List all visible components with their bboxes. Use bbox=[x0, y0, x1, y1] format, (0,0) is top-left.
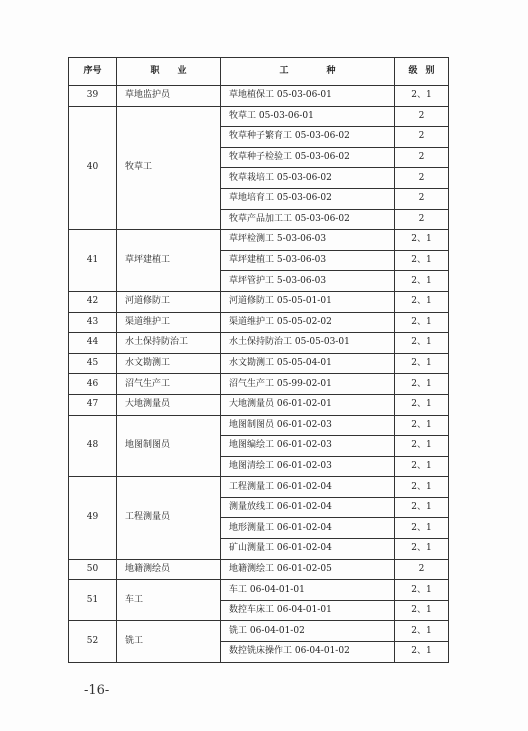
grade-level: 2、1 bbox=[395, 600, 449, 621]
grade-level: 2 bbox=[395, 127, 449, 148]
grade-level: 2、1 bbox=[395, 271, 449, 292]
work-type: 牧草产品加工工 05-03-06-02 bbox=[221, 209, 395, 230]
work-type: 地籍测绘工 06-01-02-05 bbox=[221, 559, 395, 580]
row-number: 41 bbox=[69, 230, 117, 292]
work-type: 大地测量员 06-01-02-01 bbox=[221, 394, 395, 415]
work-type: 工程测量工 06-01-02-04 bbox=[221, 477, 395, 498]
work-type: 河道修防工 05-05-01-01 bbox=[221, 291, 395, 312]
row-number: 45 bbox=[69, 353, 117, 374]
header-no: 序号 bbox=[69, 58, 117, 86]
table-row bbox=[69, 559, 449, 580]
grade-level: 2、1 bbox=[395, 353, 449, 374]
grade-level: 2、1 bbox=[395, 250, 449, 271]
work-type: 数控铣床操作工 06-04-01-02 bbox=[221, 642, 395, 663]
row-number: 43 bbox=[69, 312, 117, 333]
occupation-name: 草地监护员 bbox=[117, 86, 221, 107]
row-number: 49 bbox=[69, 477, 117, 559]
grade-level: 2、1 bbox=[395, 621, 449, 642]
grade-level: 2、1 bbox=[395, 539, 449, 560]
occupation-name: 水文勘测工 bbox=[117, 353, 221, 374]
occupation-name: 草坪建植工 bbox=[117, 230, 221, 292]
row-number: 40 bbox=[69, 106, 117, 230]
work-type: 牧草工 05-03-06-01 bbox=[221, 106, 395, 127]
work-type: 草地培育工 05-03-06-02 bbox=[221, 188, 395, 209]
table-row bbox=[69, 291, 449, 312]
row-number: 48 bbox=[69, 415, 117, 477]
work-type: 沼气生产工 05-99-02-01 bbox=[221, 374, 395, 395]
row-number: 51 bbox=[69, 580, 117, 621]
work-type: 车工 06-04-01-01 bbox=[221, 580, 395, 601]
occupation-name: 车工 bbox=[117, 580, 221, 621]
work-type: 测量放线工 06-01-02-04 bbox=[221, 497, 395, 518]
work-type: 牧草种子检验工 05-03-06-02 bbox=[221, 147, 395, 168]
occupation-name: 沼气生产工 bbox=[117, 374, 221, 395]
occupation-name: 地图制图员 bbox=[117, 415, 221, 477]
table-row bbox=[69, 86, 449, 107]
grade-level: 2、1 bbox=[395, 312, 449, 333]
occupation-name: 渠道维护工 bbox=[117, 312, 221, 333]
work-type: 水文勘测工 05-05-04-01 bbox=[221, 353, 395, 374]
occupation-name: 牧草工 bbox=[117, 106, 221, 230]
grade-level: 2、1 bbox=[395, 642, 449, 663]
header-type: 工种 bbox=[221, 58, 395, 86]
work-type: 牧草种子繁育工 05-03-06-02 bbox=[221, 127, 395, 148]
work-type: 地图编绘工 06-01-02-03 bbox=[221, 436, 395, 457]
work-type: 草坪管护工 5-03-06-03 bbox=[221, 271, 395, 292]
occupation-name: 铣工 bbox=[117, 621, 221, 662]
grade-level: 2 bbox=[395, 168, 449, 189]
occupation-name: 地籍测绘员 bbox=[117, 559, 221, 580]
table-row bbox=[69, 394, 449, 415]
occupation-table bbox=[68, 57, 449, 663]
table-row bbox=[69, 230, 449, 251]
grade-level: 2、1 bbox=[395, 86, 449, 107]
grade-level: 2 bbox=[395, 188, 449, 209]
work-type: 地图制图员 06-01-02-03 bbox=[221, 415, 395, 436]
occupation-name: 水土保持防治工 bbox=[117, 333, 221, 354]
row-number: 47 bbox=[69, 394, 117, 415]
table-row bbox=[69, 106, 449, 127]
grade-level: 2 bbox=[395, 147, 449, 168]
grade-level: 2、1 bbox=[395, 518, 449, 539]
occupation-name: 河道修防工 bbox=[117, 291, 221, 312]
row-number: 46 bbox=[69, 374, 117, 395]
page-number: -16- bbox=[84, 683, 110, 698]
grade-level: 2 bbox=[395, 209, 449, 230]
grade-level: 2、1 bbox=[395, 394, 449, 415]
table-row bbox=[69, 333, 449, 354]
work-type: 地图清绘工 06-01-02-03 bbox=[221, 456, 395, 477]
row-number: 44 bbox=[69, 333, 117, 354]
work-type: 草地植保工 05-03-06-01 bbox=[221, 86, 395, 107]
header-grade: 级别 bbox=[395, 58, 449, 86]
table-row bbox=[69, 353, 449, 374]
grade-level: 2、1 bbox=[395, 374, 449, 395]
table-row bbox=[69, 477, 449, 498]
work-type: 渠道维护工 05-05-02-02 bbox=[221, 312, 395, 333]
grade-level: 2 bbox=[395, 106, 449, 127]
occupation-name: 工程测量员 bbox=[117, 477, 221, 559]
table-row bbox=[69, 374, 449, 395]
work-type: 地形测量工 06-01-02-04 bbox=[221, 518, 395, 539]
grade-level: 2、1 bbox=[395, 333, 449, 354]
grade-level: 2、1 bbox=[395, 477, 449, 498]
row-number: 39 bbox=[69, 86, 117, 107]
grade-level: 2、1 bbox=[395, 291, 449, 312]
table-row bbox=[69, 312, 449, 333]
table-body bbox=[69, 86, 449, 663]
work-type: 矿山测量工 06-01-02-04 bbox=[221, 539, 395, 560]
table-header-row bbox=[69, 58, 449, 86]
row-number: 42 bbox=[69, 291, 117, 312]
table-row bbox=[69, 621, 449, 642]
header-job: 职业 bbox=[117, 58, 221, 86]
work-type: 草坪检测工 5-03-06-03 bbox=[221, 230, 395, 251]
grade-level: 2、1 bbox=[395, 415, 449, 436]
grade-level: 2、1 bbox=[395, 230, 449, 251]
occupation-name: 大地测量员 bbox=[117, 394, 221, 415]
table-row bbox=[69, 415, 449, 436]
row-number: 52 bbox=[69, 621, 117, 662]
grade-level: 2、1 bbox=[395, 580, 449, 601]
work-type: 水土保持防治工 05-05-03-01 bbox=[221, 333, 395, 354]
work-type: 铣工 06-04-01-02 bbox=[221, 621, 395, 642]
grade-level: 2、1 bbox=[395, 456, 449, 477]
grade-level: 2、1 bbox=[395, 436, 449, 457]
table-row bbox=[69, 580, 449, 601]
work-type: 数控车床工 06-04-01-01 bbox=[221, 600, 395, 621]
grade-level: 2、1 bbox=[395, 497, 449, 518]
row-number: 50 bbox=[69, 559, 117, 580]
work-type: 草坪建植工 5-03-06-03 bbox=[221, 250, 395, 271]
work-type: 牧草栽培工 05-03-06-02 bbox=[221, 168, 395, 189]
grade-level: 2 bbox=[395, 559, 449, 580]
